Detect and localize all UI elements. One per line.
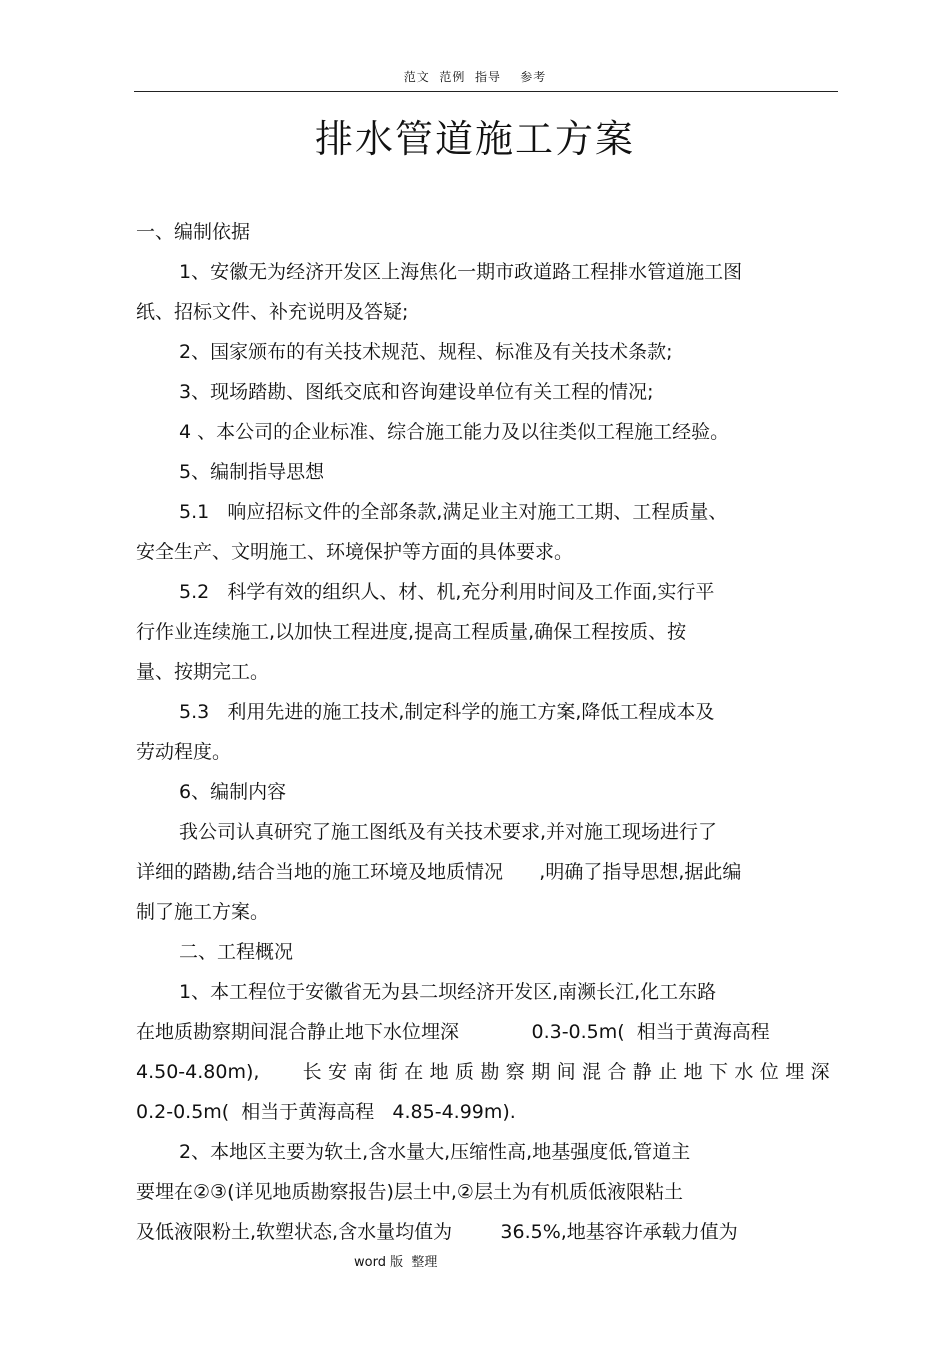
paragraph-line: 5.3 利用先进的施工技术,制定科学的施工方案,降低工程成本及 (179, 701, 715, 723)
paragraph-line: 劳动程度。 (136, 741, 232, 763)
document-title: 排水管道施工方案 (314, 117, 635, 161)
paragraph-line: 在地质勘察期间混合静止地下水位埋深 0.3-0.5m( 相当于黄海高程 (136, 1021, 770, 1043)
paragraph-line: 2、本地区主要为软土,含水量大,压缩性高,地基强度低,管道主 (179, 1141, 691, 1163)
section-heading: 二、工程概况 (179, 941, 294, 963)
document-body (136, 212, 836, 1252)
paragraph-line: 详细的踏勘,结合当地的施工环境及地质情况 ,明确了指导思想,据此编 (136, 861, 742, 883)
paragraph-line: 4 、本公司的企业标准、综合施工能力及以往类似工程施工经验。 (179, 421, 730, 443)
paragraph-line: 5.1 响应招标文件的全部条款,满足业主对施工工期、工程质量、 (179, 501, 728, 523)
subsection-heading: 6、编制内容 (179, 781, 287, 803)
page-header: 范文 范例 指导 参考 (403, 70, 547, 84)
paragraph-line: 我公司认真研究了施工图纸及有关技术要求,并对施工现场进行了 (179, 821, 718, 843)
paragraph-line: 行作业连续施工,以加快工程进度,提高工程质量,确保工程按质、按 (136, 621, 687, 643)
paragraph-line: 及低液限粉土,软塑状态,含水量均值为 36.5%,地基容许承载力值为 (136, 1221, 738, 1243)
paragraph-line: 2、国家颁布的有关技术规范、规程、标准及有关技术条款; (179, 341, 673, 363)
paragraph-fragment: 4.50-4.80m), (136, 1061, 260, 1083)
paragraph-line: 5.2 科学有效的组织人、材、机,充分利用时间及工作面,实行平 (179, 581, 715, 603)
paragraph-line-justified (136, 1052, 836, 1092)
section-heading: 一、编制依据 (136, 221, 251, 243)
paragraph-line: 量、按期完工。 (136, 661, 270, 683)
paragraph-line: 3、现场踏勘、图纸交底和咨询建设单位有关工程的情况; (179, 381, 654, 403)
paragraph-line: 1、安徽无为经济开发区上海焦化一期市政道路工程排水管道施工图 (179, 261, 743, 283)
paragraph-line: 安全生产、文明施工、环境保护等方面的具体要求。 (136, 541, 574, 563)
paragraph-line: 纸、招标文件、补充说明及答疑; (136, 301, 409, 323)
subsection-heading: 5、编制指导思想 (179, 461, 325, 483)
paragraph-fragment: 长安南街在地质勘察期间混合静止地下水位埋深 (302, 1061, 836, 1083)
paragraph-line: 制了施工方案。 (136, 901, 270, 923)
page-footer: word 版 整理 (354, 1255, 438, 1270)
paragraph-line: 1、本工程位于安徽省无为县二坝经济开发区,南濒长江,化工东路 (179, 981, 717, 1003)
paragraph-line: 要埋在②③(详见地质勘察报告)层土中,②层土为有机质低液限粘土 (136, 1181, 683, 1203)
header-divider (134, 91, 838, 92)
paragraph-line: 0.2-0.5m( 相当于黄海高程 4.85-4.99m). (136, 1101, 516, 1123)
